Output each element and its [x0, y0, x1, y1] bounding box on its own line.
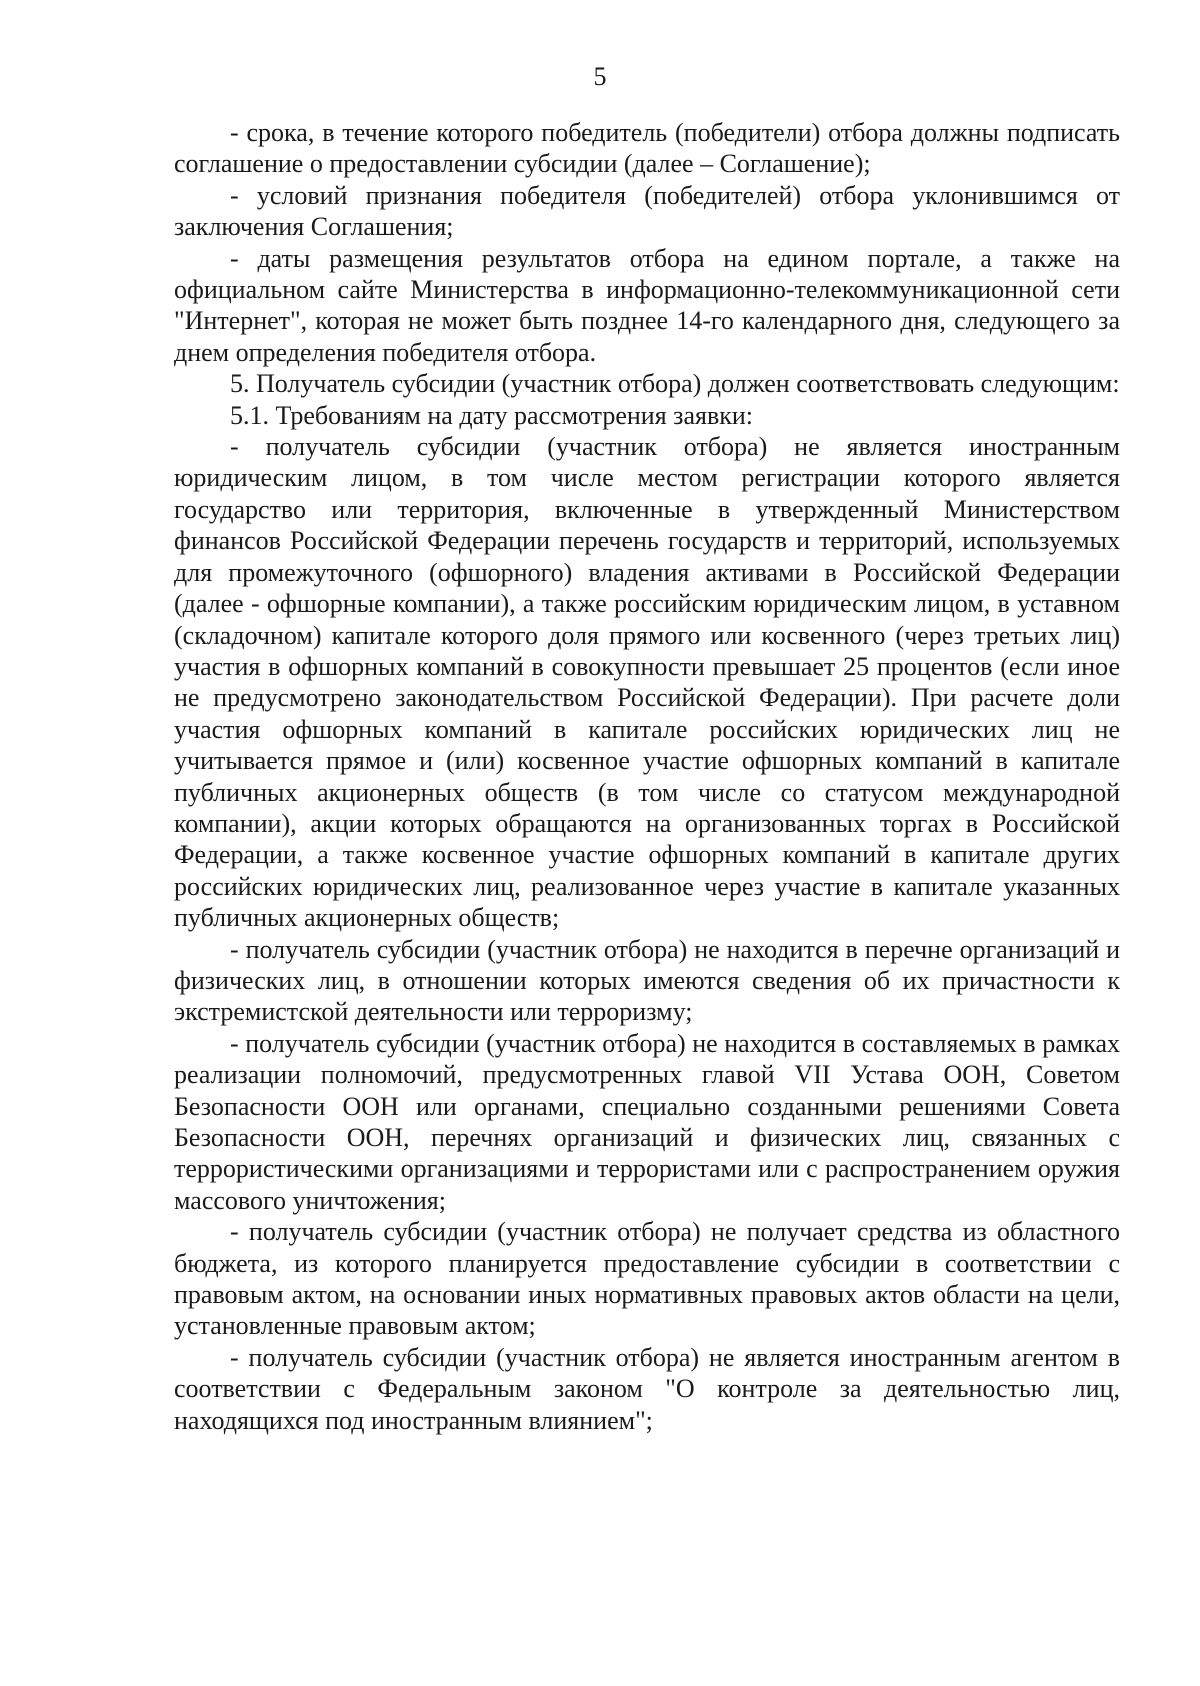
document-body	[174, 117, 1120, 1436]
paragraph-extremism-list: - получатель субсидии (участник отбора) не находится в перечне организаций и физических лиц, в отношении которых имеются сведения об их причастности к экстремистской деятельности или терроризму;	[174, 934, 1120, 1027]
paragraph-regional-budget-funds: - получатель субсидии (участник отбора) не получает средства из областного бюджета, из которого планируется предоставление субсидии в соответствии с правовым актом, на основании иных нормативных правовых актов области на цели, установленные правовым актом;	[174, 1217, 1120, 1341]
paragraph-evasion-conditions: - условий признания победителя (победителей) отбора уклонившимся от заключения Соглашения;	[174, 180, 1120, 242]
paragraph-deadline-signing: - срока, в течение которого победитель (победители) отбора должны подписать соглашение о предоставлении субсидии (далее – Соглашение);	[174, 118, 1120, 179]
page-number: 5	[593, 62, 607, 91]
paragraph-results-publication-date: - даты размещения результатов отбора на едином портале, а также на официальном сайте Министерства в информационно-телекоммуникационной сети "Интернет", которая не может быть позднее 14-го календарного дня, следующего за днем определения победителя отбора.	[174, 243, 1120, 367]
paragraph-foreign-agent: - получатель субсидии (участник отбора) не является иностранным агентом в соответствии с Федеральным законом "О контроле за деятельностью лиц, находящихся под иностранным влиянием";	[174, 1342, 1120, 1435]
paragraph-item-5-1: 5.1. Требованиям на дату рассмотрения заявки:	[230, 400, 753, 430]
paragraph-un-sanctions-list: - получатель субсидии (участник отбора) не находится в составляемых в рамках реализации полномочий, предусмотренных главой VII Устава ООН, Советом Безопасности ООН или органами, специально созданными решениями Совета Безопасности ООН, перечнях организаций и физических лиц, связанных с террористическими организациями и террористами или с распространением оружия массового уничтожения;	[174, 1028, 1120, 1215]
paragraph-offshore-requirement: - получатель субсидии (участник отбора) не является иностранным юридическим лицом, в том числе местом регистрации которого является государство или территория, включенные в утвержденный Министерством финансов Российской Федерации перечень государств и территорий, используемых для промежуточного (офшорного) владения активами в Российской Федерации (далее - офшорные компании), а также российским юридическим лицом, в уставном (складочном) капитале которого доля прямого или косвенного (через третьих лиц) участия в офшорных компаний в совокупности превышает 25 процентов (если иное не предусмотрено законодательством Российской Федерации). При расчете доли участия офшорных компаний в капитале российских юридических лиц не учитывается прямое и (или) косвенное участие офшорных компаний в капитале публичных акционерных обществ (в том числе со статусом международной компании), акции которых обращаются на организованных торгах в Российской Федерации, а также косвенное участие офшорных компаний в капитале других российских юридических лиц, реализованное через участие в капитале указанных публичных акционерных обществ;	[174, 432, 1120, 933]
paragraph-item-5: 5. Получатель субсидии (участник отбора) должен соответствовать следующим:	[230, 369, 1120, 399]
